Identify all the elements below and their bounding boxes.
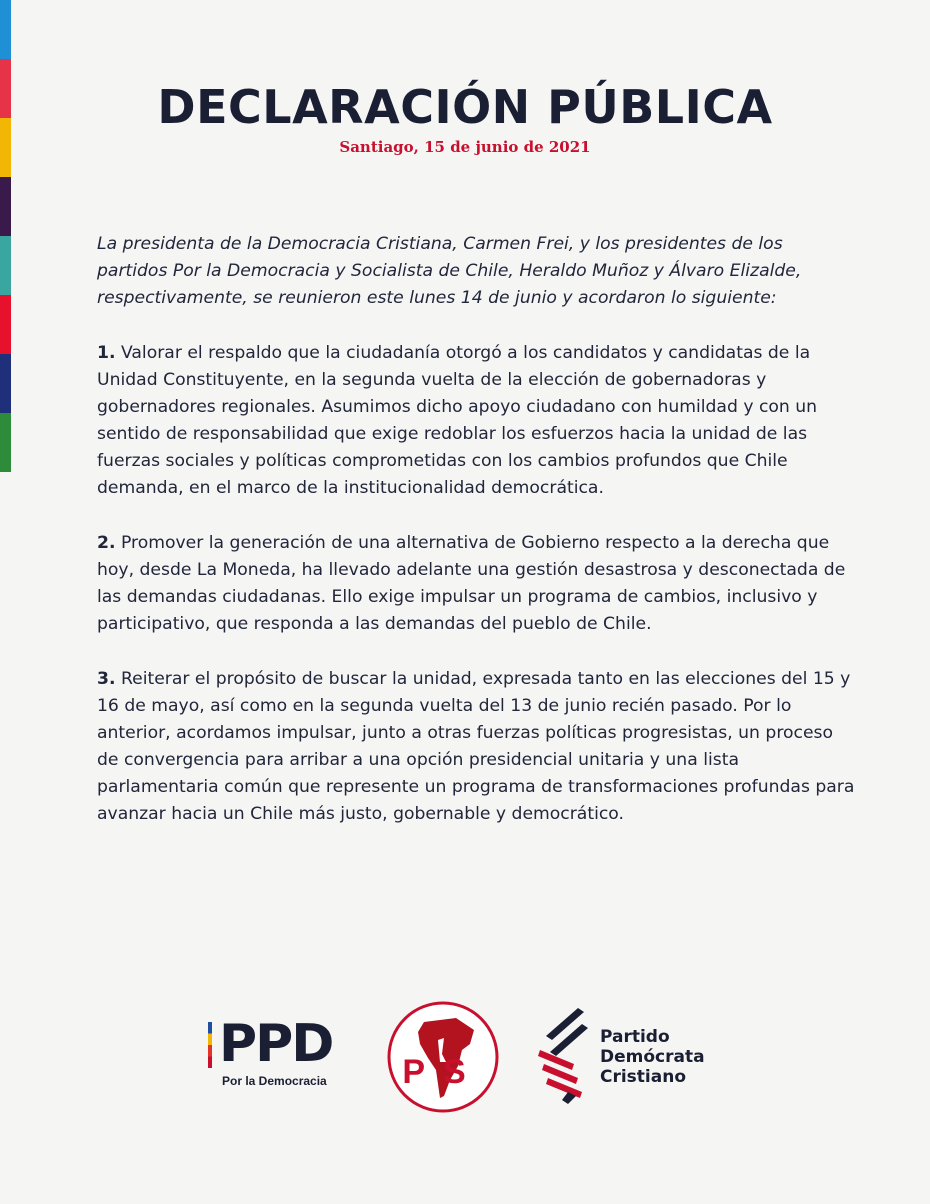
- stripe: [0, 413, 11, 472]
- point-1: [97, 340, 857, 502]
- stripe: [0, 177, 11, 236]
- pdc-line: Partido: [600, 1027, 670, 1047]
- pdc-line: Demócrata: [600, 1047, 705, 1067]
- ppd-logo: [208, 1014, 368, 1088]
- pdc-logo-text: [600, 1027, 705, 1087]
- point-text: Reiterar el propósito de buscar la unidad, expresada tanto en las elecciones del 15 y 16 de mayo, así como en la segunda vuelta del 13 de junio recién pasado. Por lo anterior, acordamos impulsar, junto a otras fuerzas políticas progresistas, un proceso de convergencia para arribar a una opción presidencial unitaria y una lista parlamentaria común que represente un programa de transformaciones profundas para avanzar hacia un Chile más justo, gobernable y democrático.: [97, 669, 855, 824]
- side-color-stripes: [0, 0, 11, 472]
- point-2: [97, 530, 857, 638]
- stripe: [0, 0, 11, 59]
- stripe: [0, 295, 11, 354]
- point-text: Promover la generación de una alternativa de Gobierno respecto a la derecha que hoy, desde La Moneda, ha llevado adelante una gestión desastrosa y desconectada de las demandas ciudadanas. Ello exige impulsar un programa de cambios, inclusivo y participativo, que responda a las demandas del pueblo de Chile.: [97, 533, 846, 634]
- stripe: [0, 236, 11, 295]
- point-text: Valorar el respaldo que la ciudadanía otorgó a los candidatos y candidatas de la Unidad Constituyente, en la segunda vuelta de la elección de gobernadoras y gobernadores regionales. Asumimos dicho apoyo ciudadano con humildad y con un sentido de responsabilidad que exige redoblar los esfuerzos hacia la unidad de las fuerzas sociales y políticas comprometidas con los cambios profundos que Chile demanda, en el marco de la institucionalidad democrática.: [97, 343, 818, 498]
- page-title: DECLARACIÓN PÚBLICA: [157, 80, 773, 134]
- ppd-tagline: Por la Democracia: [222, 1074, 327, 1088]
- ppd-logo-text: PPD: [219, 1014, 333, 1074]
- date-line: Santiago, 15 de junio de 2021: [339, 138, 591, 156]
- point-number: 1.: [97, 343, 116, 363]
- declaration-body: [97, 231, 857, 856]
- ppd-color-bar: [208, 1022, 212, 1068]
- intro-paragraph: La presidenta de la Democracia Cristiana, Carmen Frei, y los presidentes de los partidos Por la Democracia y Socialista de Chile, Heraldo Muñoz y Álvaro Elizalde, respectivamente, se reunieron este lunes 14 de junio y acordaron lo siguiente:: [97, 234, 802, 308]
- stripe: [0, 354, 11, 413]
- pdc-arrow-mark-icon: [538, 1006, 590, 1106]
- ps-logo: [386, 1000, 500, 1114]
- point-number: 3.: [97, 669, 116, 689]
- party-logos: [0, 1000, 930, 1120]
- pdc-line: Cristiano: [600, 1067, 687, 1087]
- point-number: 2.: [97, 533, 116, 553]
- ps-logo-letters: PS: [402, 1053, 484, 1091]
- point-3: [97, 666, 857, 828]
